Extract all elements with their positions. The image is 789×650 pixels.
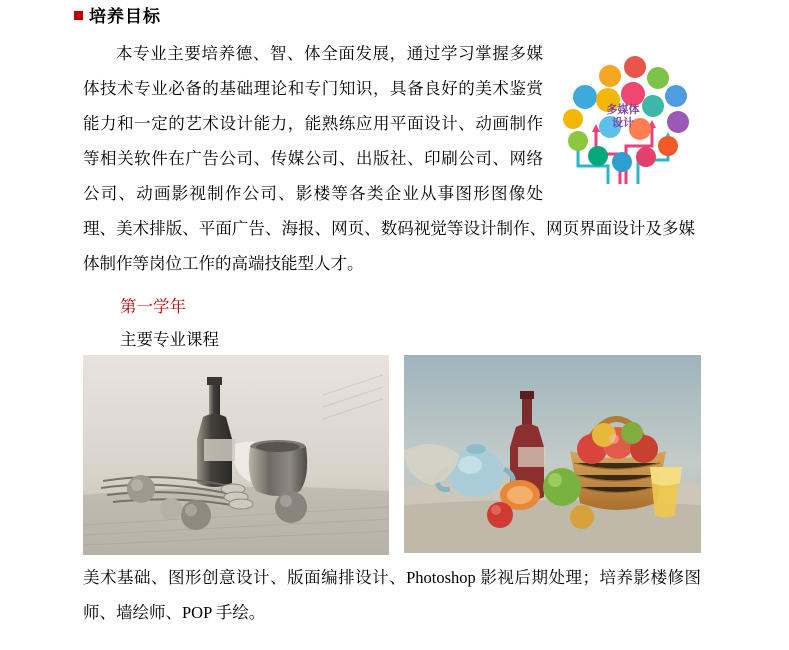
page-title-text: 培养目标 (89, 7, 161, 26)
pencil-sketch-still-life (83, 355, 389, 555)
paragraph-objective-text: 本专业主要培养德、智、体全面发展，通过学习掌握多媒体技术专业必备的基础理论和专门知识，具备良好的美术鉴赏能力和一定的艺术设计能力，能熟练应用平面设计、动画制作等相关软件在广告公司、传媒公司、出版社、印刷公司、网络公司、动画影视制作公司、影楼等各类企业从事图形图像处理、美术排版、平面广告、海报、网页、数码视觉等设计制作、网页界面设计及多媒体制作等岗位工作的高端技能型人才。 (83, 44, 695, 273)
main-courses-label: 主要专业课程 (120, 330, 219, 349)
bullet-icon (74, 11, 83, 20)
svg-text:多媒体: 多媒体 (606, 103, 640, 116)
design-career-tree-infographic (548, 34, 698, 184)
courses-caption-text: 美术基础、图形创意设计、版面编排设计、Photoshop 影视后期处理；培养影楼修图师、墙绘师、POP 手绘。 (83, 568, 701, 622)
courses-caption (83, 560, 701, 630)
svg-text:设计: 设计 (612, 116, 634, 129)
page-title (74, 2, 161, 27)
gouache-painting-still-life (404, 355, 701, 553)
first-year-label: 第一学年 (120, 297, 186, 316)
